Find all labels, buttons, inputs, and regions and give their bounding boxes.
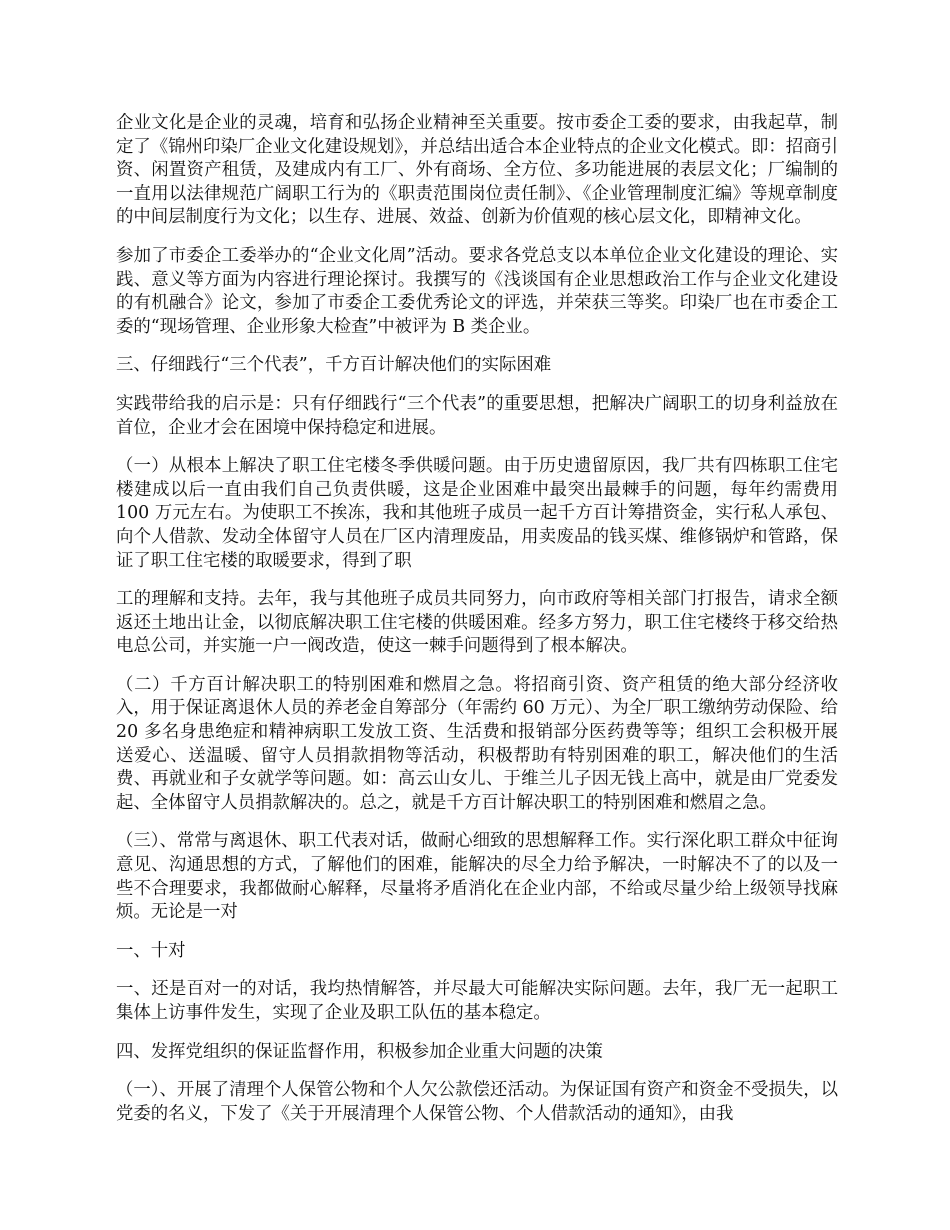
paragraph-hundred-to-one: 一、还是百对一的对话，我均热情解答，并尽最大可能解决实际问题。去年，我厂无一起职工集体上访事件发生，实现了企业及职工队伍的基本稳定。	[116, 979, 838, 1023]
paragraph-culture-week: 参加了市委企工委举办的“企业文化周”活动。要求各党总支以本单位企业文化建设的理论、实践、意义等方面为内容进行理论探讨。我撰写的《浅谈国有企业思想政治工作与企业文化建设的有机融合》论文，参加了市委企工委优秀论文的评选，并荣获三等奖。印染厂也在市委企工委的“现场管理、企业形象大检查”中被评为 B 类企业。	[116, 245, 838, 337]
section-heading-four: 四、发挥党组织的保证监督作用，积极参加企业重大问题的决策	[116, 1041, 603, 1062]
paragraph-dialogue: （三）、常常与离退休、职工代表对话，做耐心细致的思想解释工作。实行深化职工群众中征询意见、沟通思想的方式，了解他们的困难，能解决的尽全力给予解决，一时解决不了的以及一些不合理要求，我都做耐心解释，尽量将矛盾消化在企业内部，不给或尽量少给上级领导找麻烦。无论是一对	[116, 831, 838, 923]
section-heading-three: 三、仔细践行“三个代表”，千方百计解决他们的实际困难	[116, 355, 552, 376]
paragraph-heating: （一）从根本上解决了职工住宅楼冬季供暖问题。由于历史遗留原因，我厂共有四栋职工住宅楼建成以后一直由我们自己负责供暖，这是企业困难中最突出最棘手的问题，每年约需费用 100 万元左右。为使职工不挨冻，我和其他班子成员一起千方百计筹措资金，实行私人承包、向个人借款、发动全体留守人员在厂区内清理废品，用卖废品的钱买煤、维修锅炉和管路，保证了职工住宅楼的取暖要求，得到了职	[116, 456, 838, 571]
paragraph-heating-continued: 工的理解和支持。去年，我与其他班子成员共同努力，向市政府等相关部门打报告，请求全额返还土地出让金，以彻底解决职工住宅楼的供暖困难。经多方努力，职工住宅楼终于移交给热电总公司，并实施一户一阀改造，使这一棘手问题得到了根本解决。	[116, 589, 838, 657]
paragraph-culture: 企业文化是企业的灵魂，培育和弘扬企业精神至关重要。按市委企工委的要求，由我起草，制定了《锦州印染厂企业文化建设规划》，并总结出适合本企业特点的企业文化模式。即：招商引资、闲置资产租赁，及建成内有工厂、外有商场、全方位、多功能进展的表层文化；厂编制的一直用以法律规范广阔职工行为的《职责范围岗位责任制》、《企业管理制度汇编》等规章制度的中间层制度行为文化；以生存、进展、效益、创新为价值观的核心层文化，即精神文化。	[116, 113, 838, 228]
paragraph-ten-to-one: 一、十对	[116, 940, 186, 961]
paragraph-cleanup: （一）、开展了清理个人保管公物和个人欠公款偿还活动。为保证国有资产和资金不受损失，以党委的名义，下发了《关于开展清理个人保管公物、个人借款活动的通知》，由我	[116, 1080, 838, 1124]
paragraph-special-difficulties: （二）千方百计解决职工的特别困难和燃眉之急。将招商引资、资产租赁的绝大部分经济收入，用于保证离退休人员的养老金自筹部分（年需约 60 万元）、为全厂职工缴纳劳动保险、给 20 多名身患绝症和精神病职工发放工资、生活费和报销部分医药费等等；组织工会积极开展送爱心、送温暖、留守人员捐款捐物等活动，积极帮助有特别困难的职工，解决他们的生活费、再就业和子女就学等问题。如：高云山女儿、于维兰儿子因无钱上高中，就是由厂党委发起、全体留守人员捐款解决的。总之，就是千方百计解决职工的特别困难和燃眉之急。	[116, 674, 838, 813]
paragraph-practice: 实践带给我的启示是：只有仔细践行“三个代表”的重要思想，把解决广阔职工的切身利益放在首位，企业才会在困境中保持稳定和进展。	[116, 393, 838, 438]
